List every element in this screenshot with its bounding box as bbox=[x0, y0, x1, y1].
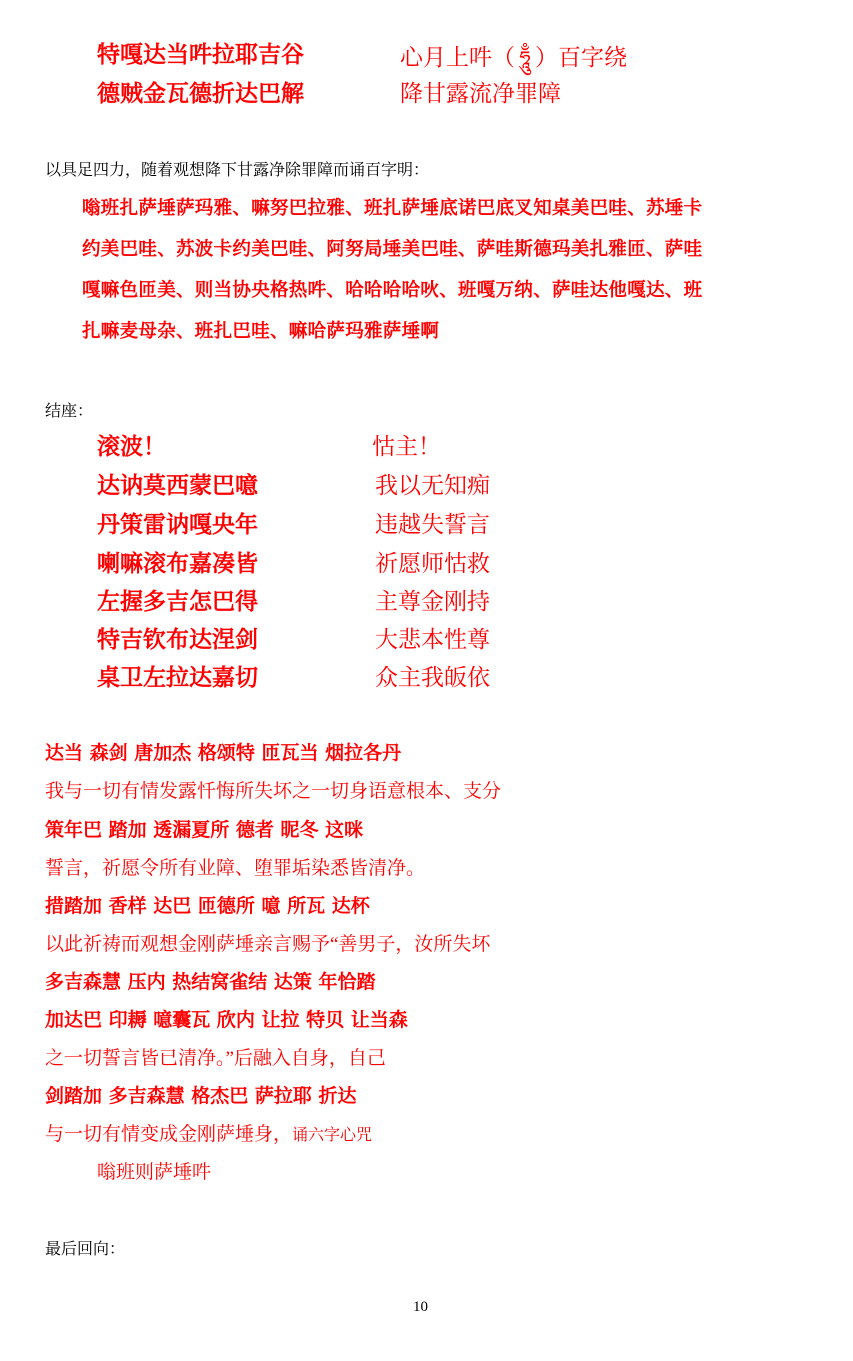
page-number: 10 bbox=[413, 1299, 428, 1315]
conclusion-right-3: 违越失誓言 bbox=[375, 512, 490, 538]
mantra-line: 约美巴哇、苏波卡约美巴哇、阿努局埵美巴哇、萨哇斯德玛美扎雅匝、萨哇 bbox=[82, 239, 703, 260]
confession-translation-3: 以此祈祷而观想金刚萨埵亲言赐予“善男子，汝所失坏 bbox=[45, 934, 491, 955]
conclusion-left-1: 滚波！ bbox=[97, 433, 166, 460]
confession-phonetic-5: 加达巴 印耨 噫囊瓦 欣内 让拉 特贝 让当森 bbox=[45, 1009, 408, 1031]
mantra-line: 扎嘛麦母杂、班扎巴哇、嘛哈萨玛雅萨埵啊 bbox=[82, 321, 440, 342]
confession-phonetic-6: 剑踏加 多吉森慧 格杰巴 萨拉耶 折达 bbox=[45, 1085, 357, 1107]
top-verse-right-1-before: 心月上吽（ bbox=[400, 45, 515, 71]
top-verse-right-2: 降甘露流净罪障 bbox=[400, 81, 561, 107]
conclusion-left-3: 丹策雷讷嘎央年 bbox=[97, 511, 258, 538]
confession-phonetic-1: 达当 森剑 唐加杰 格颂特 匝瓦当 烟拉各丹 bbox=[45, 742, 402, 764]
conclusion-left-2: 达讷莫西蒙巴噫 bbox=[97, 472, 258, 499]
conclusion-label: 结座： bbox=[45, 403, 94, 420]
confession-phonetic-3: 措踏加 香样 达巴 匝德所 噫 所瓦 达杯 bbox=[45, 895, 370, 917]
confession-translation-2: 誓言，祈愿令所有业障、堕罪垢染悉皆清净。 bbox=[45, 858, 426, 879]
top-verse-left-2: 德贼金瓦德折达巴解 bbox=[97, 80, 304, 107]
intro-text: 以具足四力，随着观想降下甘露净除罪障而诵百字明： bbox=[45, 162, 430, 179]
six-syllable-mantra: 嗡班则萨埵吽 bbox=[97, 1161, 212, 1183]
hundred-syllable-mantra bbox=[82, 188, 802, 352]
conclusion-left-7: 桌卫左拉达嘉切 bbox=[97, 664, 258, 691]
confession-translation-4: 之一切誓言皆已清净。”后融入自身，自己 bbox=[45, 1048, 386, 1069]
conclusion-right-1: 怙主！ bbox=[372, 434, 441, 460]
conclusion-left-4: 喇嘛滚布嘉凑皆 bbox=[97, 550, 258, 577]
dedication-label: 最后回向： bbox=[45, 1241, 126, 1258]
hum-syllable-glyph: ཧཱུྃ bbox=[519, 46, 531, 70]
conclusion-right-7: 众主我皈依 bbox=[375, 665, 490, 691]
mantra-line: 嗡班扎萨埵萨玛雅、嘛努巴拉雅、班扎萨埵底诺巴底叉知桌美巴哇、苏埵卡 bbox=[82, 198, 703, 219]
conclusion-right-4: 祈愿师怙救 bbox=[375, 551, 490, 577]
confession-translation-5 bbox=[45, 1119, 372, 1146]
top-verse-left-1: 特嘎达当吽拉耶吉谷 bbox=[97, 41, 304, 68]
confession-phonetic-2: 策年巴 踏加 透漏夏所 德者 昵冬 这咪 bbox=[45, 819, 364, 841]
conclusion-left-6: 特吉钦布达涅剑 bbox=[97, 626, 258, 653]
conclusion-left-5: 左握多吉怎巴得 bbox=[97, 588, 258, 615]
confession-translation-1: 我与一切有情发露忏悔所失坏之一切身语意根本、支分 bbox=[45, 781, 502, 802]
confession-phonetic-4: 多吉森慧 压内 热结窝雀结 达策 年恰踏 bbox=[45, 971, 376, 993]
top-verse-right-1-after: ）百字绕 bbox=[535, 45, 627, 71]
last-translation-main: 与一切有情变成金刚萨埵身， bbox=[45, 1124, 293, 1145]
last-translation-instruction: 诵六字心咒 bbox=[292, 1127, 373, 1144]
conclusion-right-6: 大悲本性尊 bbox=[375, 627, 490, 653]
conclusion-right-2: 我以无知痴 bbox=[375, 473, 490, 499]
mantra-line: 嘎嘛色匝美、则当协央格热吽、哈哈哈哈吙、班嘎万纳、萨哇达他嘎达、班 bbox=[82, 280, 703, 301]
conclusion-right-5: 主尊金刚持 bbox=[375, 589, 490, 615]
